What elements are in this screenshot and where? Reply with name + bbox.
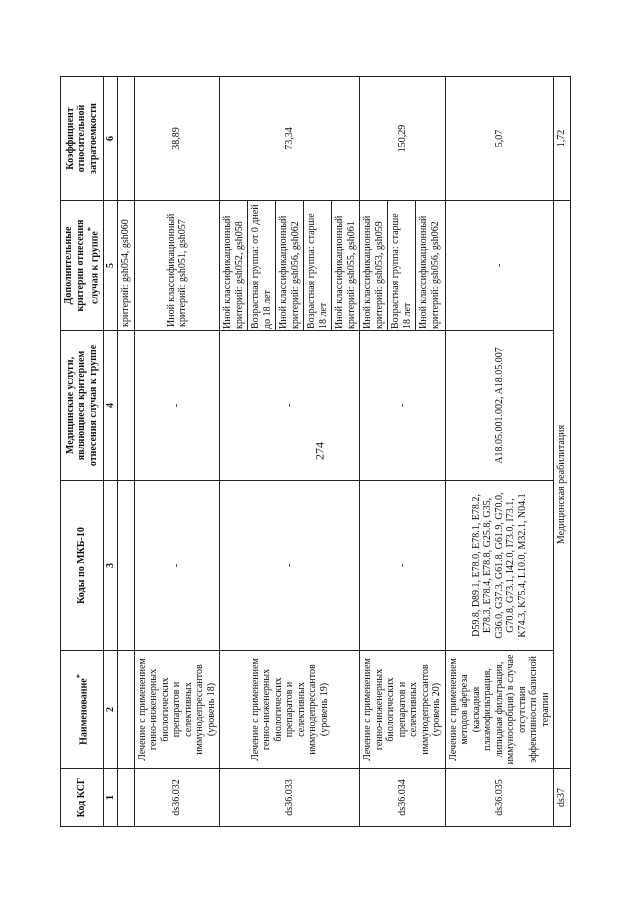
table-row	[554, 77, 571, 827]
ksg-code: ds37	[554, 769, 571, 827]
icd-codes: -	[220, 481, 360, 651]
criteria-cell: -	[445, 201, 554, 331]
coefficient: 150,29	[360, 77, 446, 201]
medical-services: -	[360, 331, 446, 481]
ksg-code: ds36.034	[360, 769, 446, 827]
ksg-name: Лечение с применением методов афереза (каскадная плазмофильтрация, липидная фильтрация, иммуносорбция) в случае отсутствия эффективности базисной терапии	[445, 651, 554, 769]
ksg-code: ds36.035	[445, 769, 554, 827]
ksg-name: Лечение с применением генно-инженерных биологических препаратов и селективных иммунодепрессантов (уровень 19)	[220, 651, 360, 769]
ksg-name: Лечение с применением генно-инженерных биологических препаратов и селективных иммунодепрессантов (уровень 18)	[134, 651, 220, 769]
table-row	[360, 77, 446, 827]
medical-services: -	[220, 331, 360, 481]
criteria-item: Иной классификационный критерий: gsh056, gsh062	[418, 215, 441, 329]
table-row	[445, 77, 554, 827]
icd-codes: -	[134, 481, 220, 651]
criteria-cell: Иной классификационный критерий: gsh051, gsh057	[134, 201, 220, 331]
header-criteria: Дополнительные критерии отнесения случая к группе*	[61, 201, 104, 331]
criteria-cell	[360, 201, 446, 331]
criteria-item: Возрастная группа: от 0 дней до 18 лет	[248, 201, 276, 330]
ksg-code: ds36.032	[134, 769, 220, 827]
continuation-row	[118, 77, 135, 827]
col-number: 1	[103, 769, 118, 827]
coefficient: 5,07	[445, 77, 554, 201]
criteria-item: Возрастная группа: старше 18 лет	[304, 201, 332, 330]
page-number: 274	[312, 442, 327, 460]
icd-codes: -	[360, 481, 446, 651]
col-number: 6	[103, 77, 118, 201]
ksg-code: ds36.033	[220, 769, 360, 827]
ksg-table	[60, 76, 571, 827]
criteria-item: Возрастная группа: старше 18 лет	[388, 201, 416, 330]
criteria-item: Иной классификационный критерий: gsh055, gsh061	[334, 215, 357, 329]
criteria-item: Иной классификационный критерий: gsh052, gsh058	[220, 201, 248, 330]
coefficient: 1,72	[554, 77, 571, 201]
table-row	[134, 77, 220, 827]
header-coef: Коэффициент относительной затратоемкости	[61, 77, 104, 201]
table-row	[220, 77, 360, 827]
coefficient: 38,89	[134, 77, 220, 201]
header-row	[61, 77, 104, 827]
col-number: 3	[103, 481, 118, 651]
header-code: Код КСГ	[61, 769, 104, 827]
criteria-cell: критерий: gsh054, gsh060	[118, 201, 135, 331]
medical-services: -	[134, 331, 220, 481]
col-number: 5	[103, 201, 118, 331]
ksg-name: Лечение с применением генно-инженерных биологических препаратов и селективных иммунодепрессантов (уровень 20)	[360, 651, 446, 769]
ksg-name: Медицинская реабилитация	[554, 201, 571, 769]
rotated-table-container	[60, 77, 580, 827]
criteria-item: Иной классификационный критерий: gsh056, gsh062	[276, 201, 304, 330]
header-name: Наименование*	[61, 651, 104, 769]
header-icd: Коды по МКБ-10	[61, 481, 104, 651]
criteria-cell	[220, 201, 360, 331]
col-number: 4	[103, 331, 118, 481]
coefficient: 73,34	[220, 77, 360, 201]
col-number: 2	[103, 651, 118, 769]
icd-codes: D59.8, D89.1, E78.0, E78.1, E78.2, E78.3, E78.4, E78.8, G25.8, G35, G36.0, G37.3, G61.8, G61.9, G70.0, G70.8, G73.1, I42.0, I73.0, I73.1, K74.3, K75.4, L10.0, M32.1, N04.1	[445, 481, 554, 651]
column-number-row	[103, 77, 118, 827]
criteria-item: Иной классификационный критерий: gsh053, gsh059	[360, 201, 388, 330]
header-services: Медицинские услуги, являющиеся критерием отнесения случая к группе	[61, 331, 104, 481]
medical-services: A18.05.001.002, A18.05.007	[445, 331, 554, 481]
